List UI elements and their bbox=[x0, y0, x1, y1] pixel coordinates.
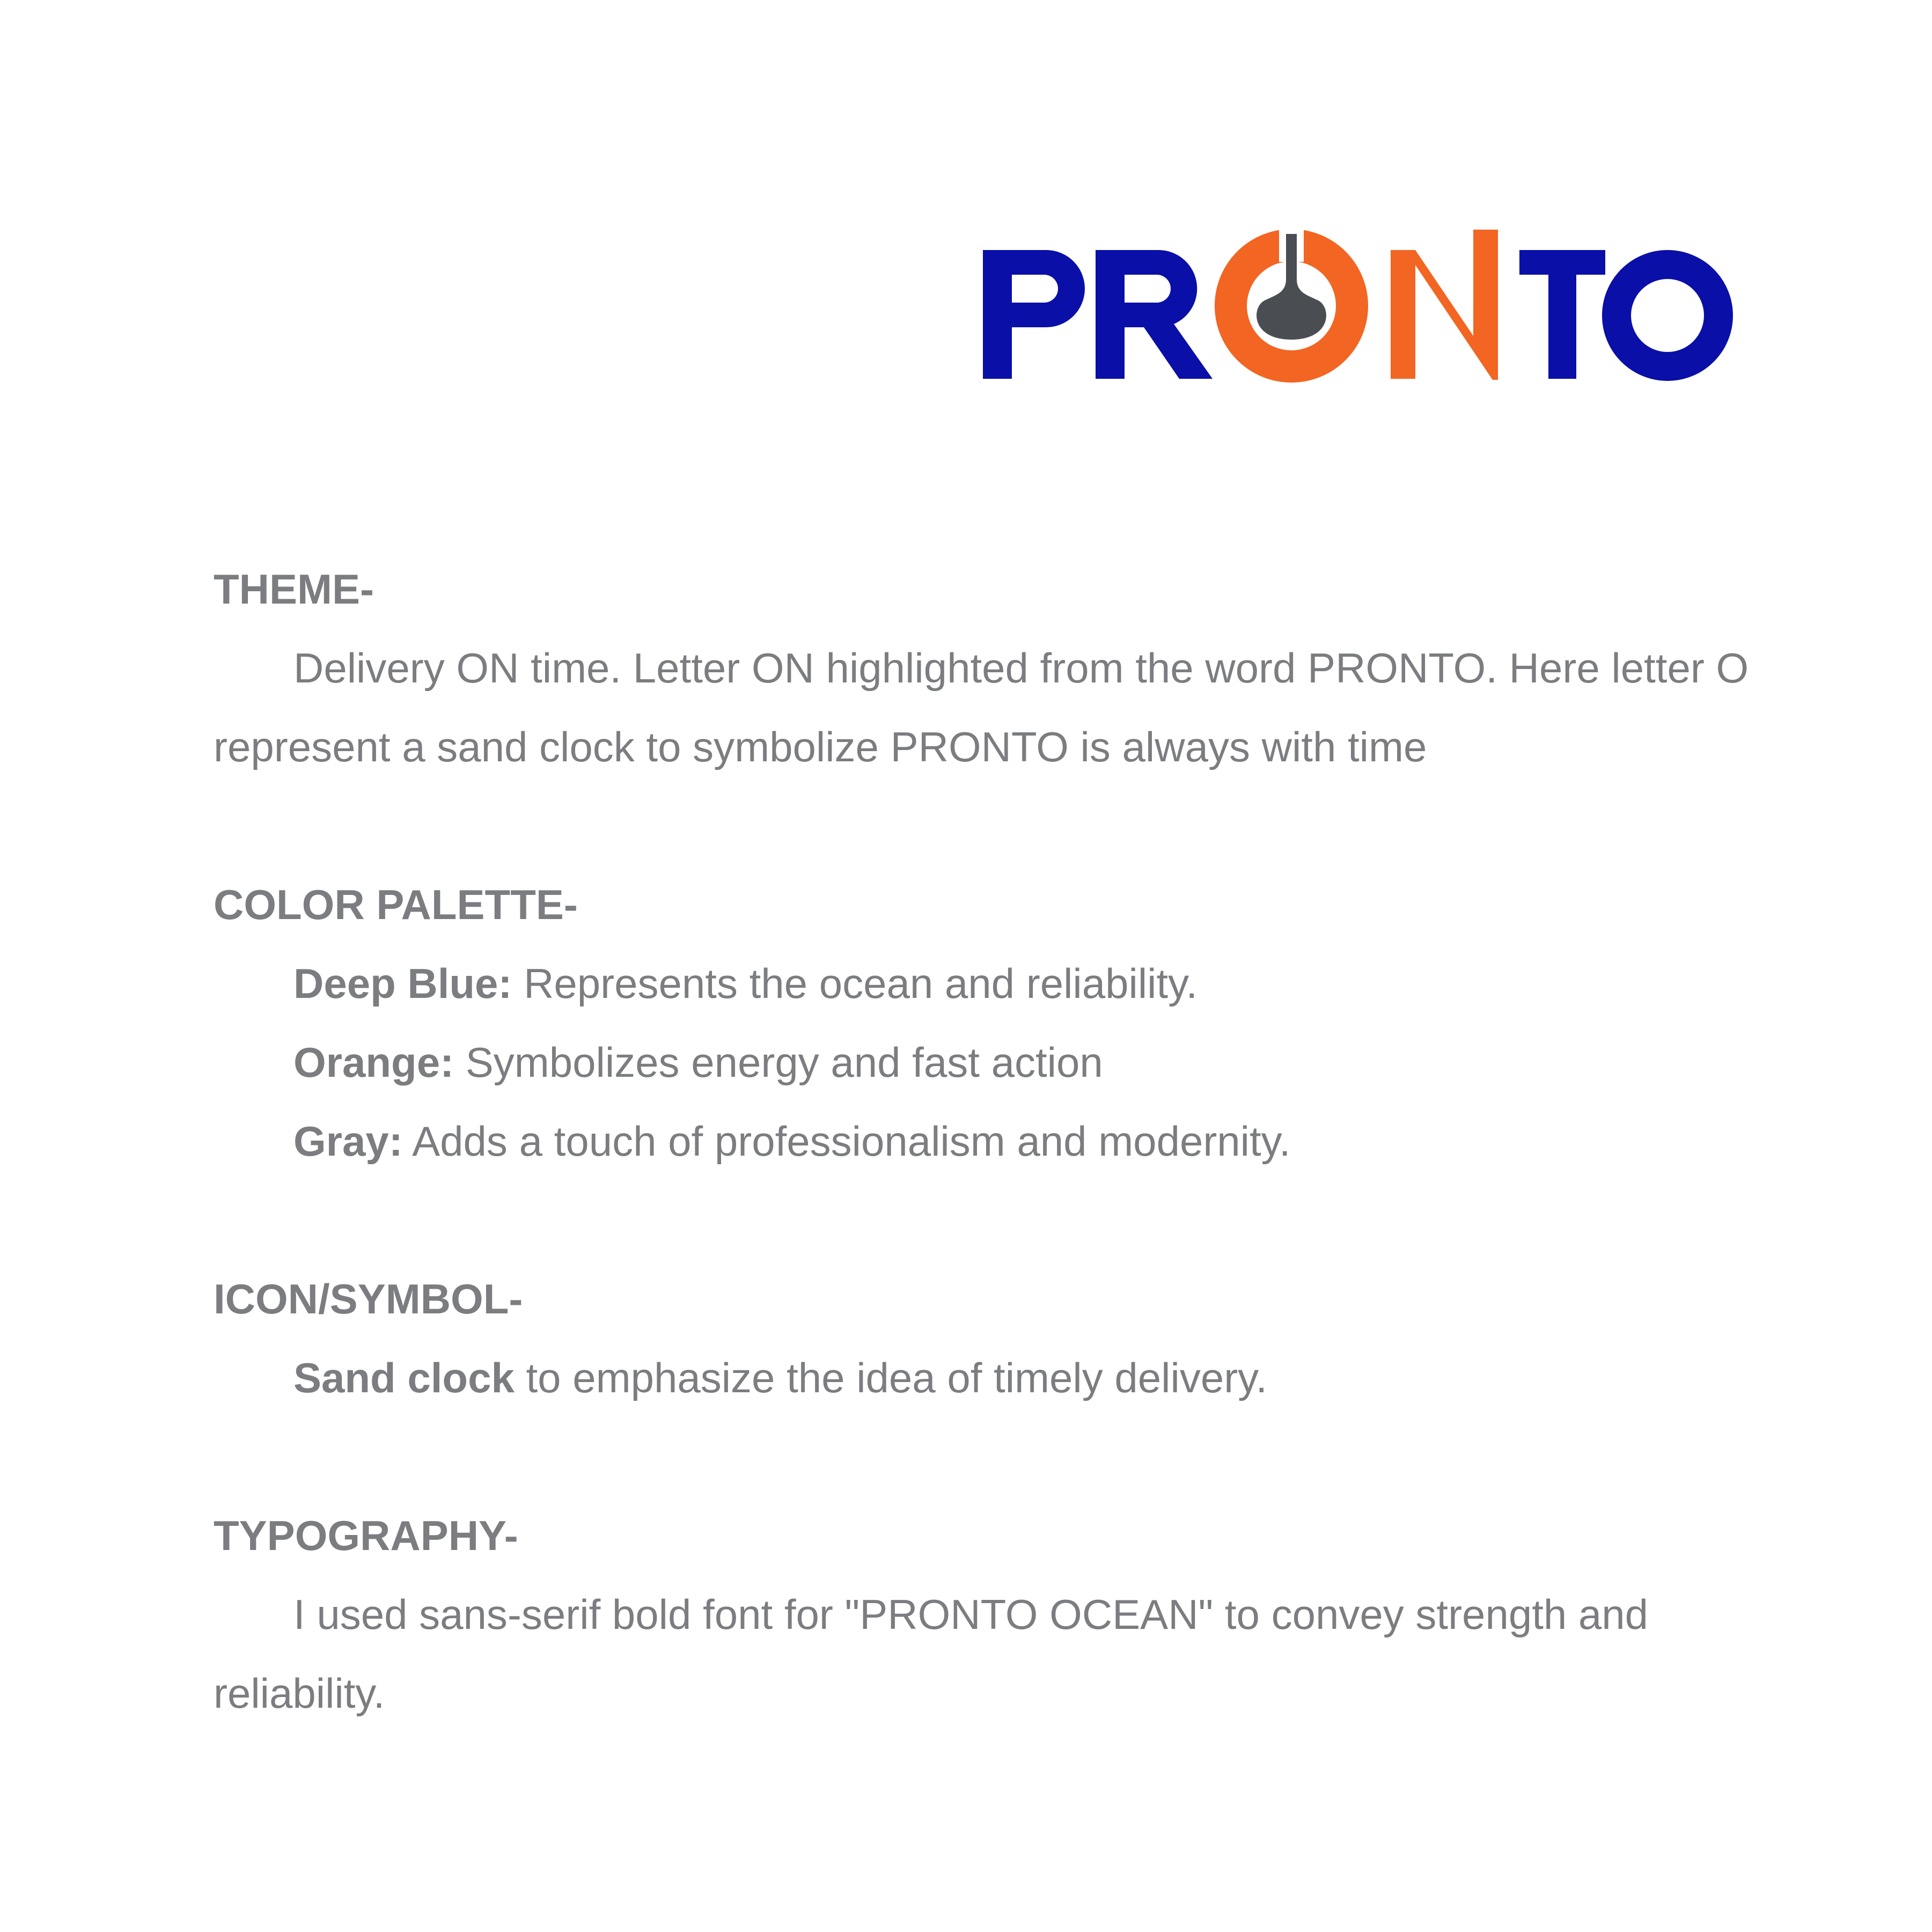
typography-heading: TYPOGRAPHY- bbox=[214, 1512, 518, 1559]
icon-symbol-text bbox=[214, 1339, 1769, 1417]
palette-item-label: Gray: bbox=[293, 1118, 403, 1165]
spacer bbox=[214, 1181, 1769, 1260]
logo-description bbox=[214, 550, 1769, 1733]
icon-symbol-heading: ICON/SYMBOL- bbox=[214, 1275, 523, 1323]
palette-item-orange bbox=[214, 1023, 1769, 1102]
typography-text: I used sans-serif bold font for "PRONTO OCEAN" to convey strength and reliability. bbox=[214, 1591, 1649, 1717]
theme-text: Delivery ON time. Letter ON highlighted from the word PRONTO. Here letter O represent a sand clock to symbolize PRONTO is always with time bbox=[214, 644, 1749, 770]
color-palette-heading: COLOR PALETTE- bbox=[214, 881, 578, 928]
icon-symbol-label: Sand clock bbox=[293, 1354, 515, 1401]
palette-item-text: Adds a touch of professionalism and modernity. bbox=[402, 1118, 1291, 1165]
theme-section bbox=[214, 550, 1769, 787]
palette-item-gray bbox=[214, 1102, 1769, 1181]
palette-item-text: Symbolizes energy and fast action bbox=[454, 1039, 1103, 1086]
palette-item-text: Represents the ocean and reliability. bbox=[512, 960, 1198, 1007]
icon-symbol-section bbox=[214, 1260, 1769, 1417]
theme-heading: THEME- bbox=[214, 565, 374, 613]
logo-letter-t bbox=[1519, 250, 1605, 379]
color-palette-section bbox=[214, 865, 1769, 1181]
logo-letter-o-hourglass bbox=[1231, 230, 1352, 366]
typography-section bbox=[214, 1496, 1769, 1733]
logo-letter-p bbox=[983, 250, 1085, 379]
palette-item-deep-blue bbox=[214, 944, 1769, 1023]
spacer bbox=[214, 1417, 1769, 1496]
logo-letter-n bbox=[1391, 230, 1498, 380]
icon-symbol-description: to emphasize the idea of timely delivery. bbox=[514, 1354, 1268, 1401]
pronto-logo bbox=[983, 230, 1734, 385]
logo-letter-o bbox=[1617, 265, 1718, 366]
palette-item-label: Orange: bbox=[293, 1039, 454, 1086]
spacer bbox=[214, 787, 1769, 865]
logo-letter-r bbox=[1096, 250, 1213, 379]
palette-item-label: Deep Blue: bbox=[293, 960, 512, 1007]
